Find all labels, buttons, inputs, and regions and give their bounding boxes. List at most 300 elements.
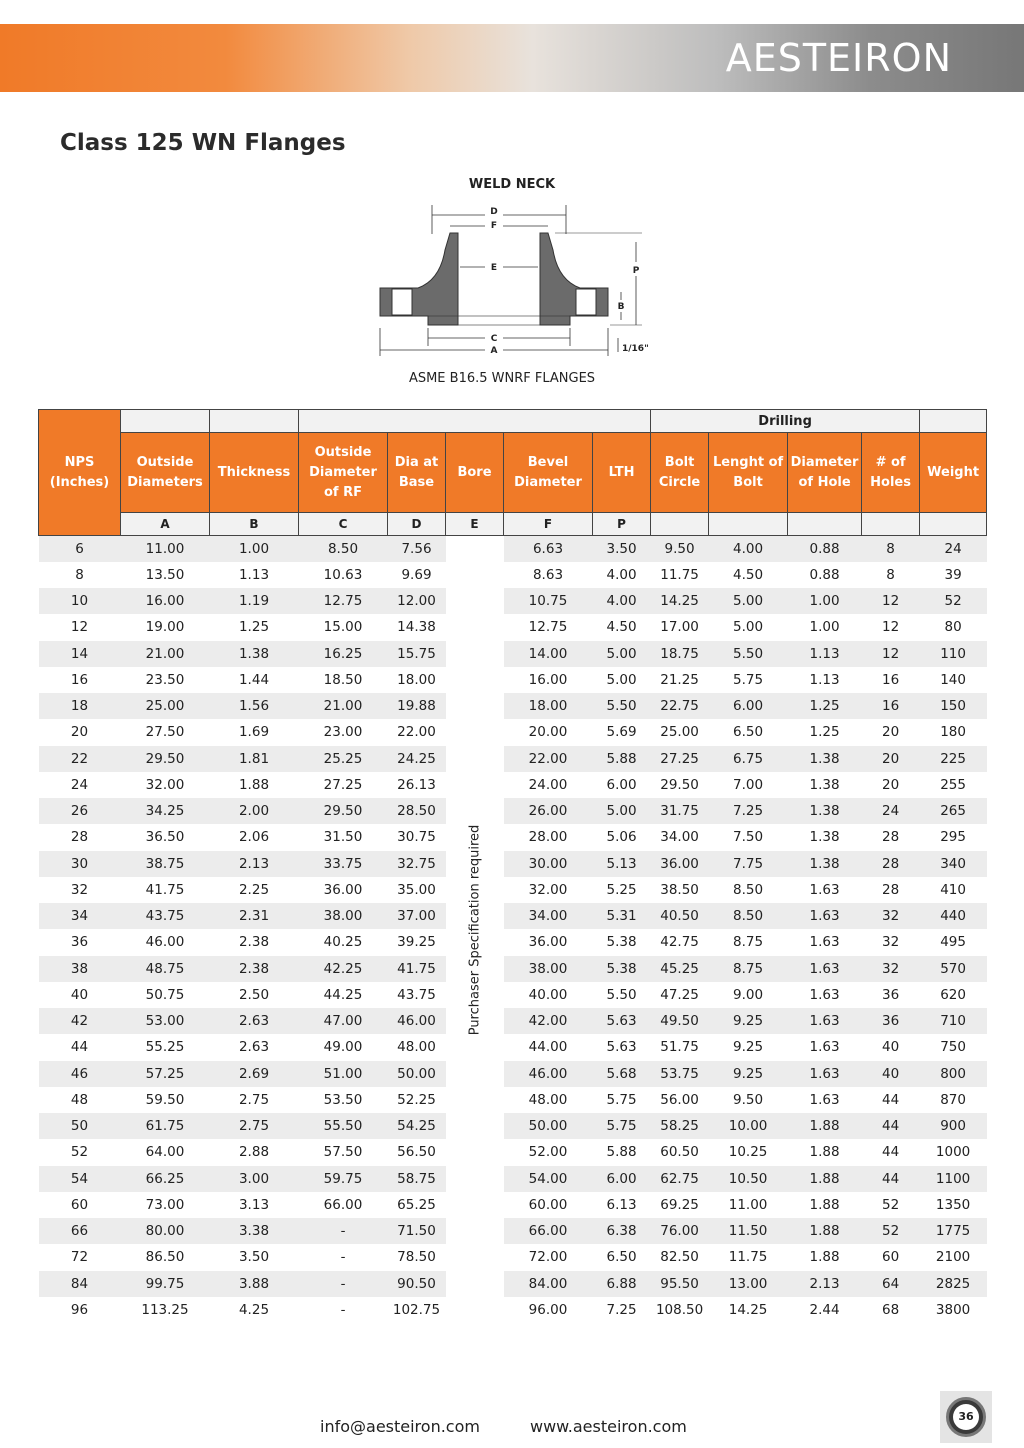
cell-diameter-of-hole: 1.63 [788, 877, 862, 903]
cell-bolt-circle: 56.00 [651, 1087, 709, 1113]
cell-length-of-bolt: 4.50 [709, 562, 788, 588]
cell-dia-at-base: 24.25 [388, 746, 446, 772]
cell-num-holes: 32 [862, 903, 920, 929]
cell-dia-at-base: 35.00 [388, 877, 446, 903]
table-row [39, 588, 987, 614]
cell-outside-diameter: 27.50 [121, 719, 210, 745]
cell-bolt-circle: 82.50 [651, 1244, 709, 1270]
cell-thickness: 1.56 [210, 693, 299, 719]
cell-length-of-bolt: 10.00 [709, 1113, 788, 1139]
cell-outside-diameter: 41.75 [121, 877, 210, 903]
cell-length-of-bolt: 6.50 [709, 719, 788, 745]
table-row [39, 562, 987, 588]
cell-bolt-circle: 9.50 [651, 536, 709, 562]
cell-bevel-diameter: 72.00 [504, 1244, 593, 1270]
cell-num-holes: 64 [862, 1271, 920, 1297]
cell-bevel-diameter: 52.00 [504, 1139, 593, 1165]
cell-outside-diameter-rf: - [299, 1244, 388, 1270]
cell-diameter-of-hole: 1.63 [788, 903, 862, 929]
cell-outside-diameter-rf: 40.25 [299, 929, 388, 955]
label-raised-face: 1/16" [622, 344, 649, 354]
cell-length-of-bolt: 13.00 [709, 1271, 788, 1297]
cell-diameter-of-hole: 1.63 [788, 1087, 862, 1113]
cell-dia-at-base: 90.50 [388, 1271, 446, 1297]
cell-length-of-bolt: 10.25 [709, 1139, 788, 1165]
cell-bolt-circle: 42.75 [651, 929, 709, 955]
cell-nps: 30 [39, 851, 121, 877]
cell-thickness: 1.13 [210, 562, 299, 588]
cell-dia-at-base: 26.13 [388, 772, 446, 798]
table-row [39, 667, 987, 693]
header-dia-at-base: Dia at Base [388, 433, 446, 513]
cell-lth: 5.88 [593, 1139, 651, 1165]
cell-outside-diameter-rf: 21.00 [299, 693, 388, 719]
cell-bolt-circle: 60.50 [651, 1139, 709, 1165]
label-p: P [632, 266, 640, 276]
cell-outside-diameter: 23.50 [121, 667, 210, 693]
cell-length-of-bolt: 9.25 [709, 1008, 788, 1034]
cell-bevel-diameter: 30.00 [504, 851, 593, 877]
cell-weight: 410 [920, 877, 987, 903]
table-row [39, 1061, 987, 1087]
cell-thickness: 2.50 [210, 982, 299, 1008]
cell-dia-at-base: 9.69 [388, 562, 446, 588]
cell-diameter-of-hole: 1.25 [788, 719, 862, 745]
cell-num-holes: 28 [862, 824, 920, 850]
cell-num-holes: 32 [862, 956, 920, 982]
cell-outside-diameter: 57.25 [121, 1061, 210, 1087]
cell-outside-diameter-rf: - [299, 1297, 388, 1323]
page-number: 36 [953, 1404, 979, 1430]
cell-bolt-circle: 40.50 [651, 903, 709, 929]
cell-lth: 5.13 [593, 851, 651, 877]
cell-bolt-circle: 51.75 [651, 1034, 709, 1060]
cell-nps: 18 [39, 693, 121, 719]
cell-length-of-bolt: 6.00 [709, 693, 788, 719]
cell-bevel-diameter: 22.00 [504, 746, 593, 772]
cell-bolt-circle: 49.50 [651, 1008, 709, 1034]
cell-bevel-diameter: 44.00 [504, 1034, 593, 1060]
cell-thickness: 1.38 [210, 641, 299, 667]
cell-bolt-circle: 18.75 [651, 641, 709, 667]
cell-outside-diameter: 50.75 [121, 982, 210, 1008]
cell-outside-diameter: 86.50 [121, 1244, 210, 1270]
cell-thickness: 1.69 [210, 719, 299, 745]
cell-num-holes: 16 [862, 667, 920, 693]
cell-thickness: 3.50 [210, 1244, 299, 1270]
cell-outside-diameter: 19.00 [121, 614, 210, 640]
cell-bolt-circle: 53.75 [651, 1061, 709, 1087]
cell-bevel-diameter: 84.00 [504, 1271, 593, 1297]
cell-weight: 1775 [920, 1218, 987, 1244]
cell-outside-diameter: 11.00 [121, 536, 210, 562]
cell-dia-at-base: 30.75 [388, 824, 446, 850]
header-length-of-bolt: Lenght of Bolt [709, 433, 788, 513]
cell-nps: 36 [39, 929, 121, 955]
cell-outside-diameter-rf: 59.75 [299, 1166, 388, 1192]
cell-length-of-bolt: 9.25 [709, 1034, 788, 1060]
cell-outside-diameter-rf: 8.50 [299, 536, 388, 562]
cell-length-of-bolt: 11.50 [709, 1218, 788, 1244]
cell-dia-at-base: 22.00 [388, 719, 446, 745]
cell-lth: 5.50 [593, 982, 651, 1008]
cell-nps: 24 [39, 772, 121, 798]
cell-outside-diameter: 80.00 [121, 1218, 210, 1244]
cell-outside-diameter: 16.00 [121, 588, 210, 614]
cell-weight: 80 [920, 614, 987, 640]
cell-bolt-circle: 58.25 [651, 1113, 709, 1139]
table-row [39, 824, 987, 850]
cell-diameter-of-hole: 1.38 [788, 824, 862, 850]
cell-thickness: 2.63 [210, 1034, 299, 1060]
cell-length-of-bolt: 7.25 [709, 798, 788, 824]
cell-thickness: 2.88 [210, 1139, 299, 1165]
cell-num-holes: 44 [862, 1087, 920, 1113]
cell-lth: 5.38 [593, 929, 651, 955]
cell-thickness: 1.25 [210, 614, 299, 640]
cell-bolt-circle: 11.75 [651, 562, 709, 588]
table-row [39, 719, 987, 745]
footer-website[interactable]: www.aesteiron.com [530, 1417, 687, 1436]
cell-outside-diameter-rf: 66.00 [299, 1192, 388, 1218]
cell-weight: 710 [920, 1008, 987, 1034]
cell-length-of-bolt: 7.50 [709, 824, 788, 850]
cell-bevel-diameter: 36.00 [504, 929, 593, 955]
cell-weight: 265 [920, 798, 987, 824]
bolt-hole-right [576, 289, 596, 315]
cell-nps: 8 [39, 562, 121, 588]
cell-dia-at-base: 52.25 [388, 1087, 446, 1113]
cell-diameter-of-hole: 1.63 [788, 956, 862, 982]
cell-thickness: 2.00 [210, 798, 299, 824]
cell-nps: 54 [39, 1166, 121, 1192]
cell-dia-at-base: 28.50 [388, 798, 446, 824]
cell-bolt-circle: 17.00 [651, 614, 709, 640]
cell-bolt-circle: 76.00 [651, 1218, 709, 1244]
cell-length-of-bolt: 8.75 [709, 929, 788, 955]
cell-num-holes: 12 [862, 614, 920, 640]
table-header-row [39, 433, 987, 513]
header-bevel-diameter: Bevel Diameter [504, 433, 593, 513]
cell-dia-at-base: 46.00 [388, 1008, 446, 1034]
cell-bolt-circle: 36.00 [651, 851, 709, 877]
letter-a: A [121, 513, 210, 536]
cell-lth: 5.75 [593, 1087, 651, 1113]
cell-weight: 24 [920, 536, 987, 562]
cell-bevel-diameter: 38.00 [504, 956, 593, 982]
cell-length-of-bolt: 8.75 [709, 956, 788, 982]
letter-p: P [593, 513, 651, 536]
brand-logo: AESTEIRON [725, 36, 952, 80]
cell-dia-at-base: 14.38 [388, 614, 446, 640]
cell-thickness: 2.38 [210, 929, 299, 955]
cell-outside-diameter: 25.00 [121, 693, 210, 719]
cell-nps: 14 [39, 641, 121, 667]
cell-lth: 5.63 [593, 1034, 651, 1060]
letter-d: D [388, 513, 446, 536]
cell-weight: 495 [920, 929, 987, 955]
cell-thickness: 1.44 [210, 667, 299, 693]
cell-outside-diameter-rf: 49.00 [299, 1034, 388, 1060]
header-diameter-of-hole: Diameter of Hole [788, 433, 862, 513]
cell-nps: 34 [39, 903, 121, 929]
cell-nps: 48 [39, 1087, 121, 1113]
cell-dia-at-base: 78.50 [388, 1244, 446, 1270]
table-row [39, 1192, 987, 1218]
cell-outside-diameter-rf: 23.00 [299, 719, 388, 745]
cell-lth: 5.38 [593, 956, 651, 982]
letter-e: E [446, 513, 504, 536]
cell-weight: 225 [920, 746, 987, 772]
cell-lth: 7.25 [593, 1297, 651, 1323]
cell-dia-at-base: 37.00 [388, 903, 446, 929]
cell-lth: 5.00 [593, 641, 651, 667]
cell-length-of-bolt: 7.00 [709, 772, 788, 798]
cell-num-holes: 44 [862, 1139, 920, 1165]
cell-bolt-circle: 62.75 [651, 1166, 709, 1192]
cell-length-of-bolt: 10.50 [709, 1166, 788, 1192]
bore-note-cell [446, 536, 504, 1324]
table-row [39, 1087, 987, 1113]
cell-outside-diameter: 13.50 [121, 562, 210, 588]
cell-weight: 39 [920, 562, 987, 588]
cell-diameter-of-hole: 1.88 [788, 1113, 862, 1139]
cell-num-holes: 8 [862, 536, 920, 562]
cell-nps: 72 [39, 1244, 121, 1270]
cell-num-holes: 20 [862, 772, 920, 798]
table-row [39, 903, 987, 929]
table-row [39, 877, 987, 903]
cell-bevel-diameter: 26.00 [504, 798, 593, 824]
cell-bevel-diameter: 8.63 [504, 562, 593, 588]
cell-thickness: 2.69 [210, 1061, 299, 1087]
cell-bolt-circle: 47.25 [651, 982, 709, 1008]
table-row [39, 798, 987, 824]
cell-num-holes: 24 [862, 798, 920, 824]
cell-bevel-diameter: 14.00 [504, 641, 593, 667]
label-d: D [490, 207, 498, 217]
cell-thickness: 1.81 [210, 746, 299, 772]
cell-thickness: 2.75 [210, 1087, 299, 1113]
cell-bevel-diameter: 96.00 [504, 1297, 593, 1323]
table-row [39, 956, 987, 982]
cell-bolt-circle: 27.25 [651, 746, 709, 772]
cell-diameter-of-hole: 1.38 [788, 851, 862, 877]
cell-outside-diameter-rf: 51.00 [299, 1061, 388, 1087]
cell-lth: 6.00 [593, 772, 651, 798]
cell-outside-diameter-rf: 42.25 [299, 956, 388, 982]
header-outside-diameter-rf: Outside Diameter of RF [299, 433, 388, 513]
diagram-title: WELD NECK [468, 177, 556, 192]
cell-outside-diameter: 29.50 [121, 746, 210, 772]
cell-thickness: 2.75 [210, 1113, 299, 1139]
header-lth: LTH [593, 433, 651, 513]
cell-num-holes: 12 [862, 588, 920, 614]
table-row [39, 1008, 987, 1034]
cell-diameter-of-hole: 1.00 [788, 614, 862, 640]
table-row [39, 1034, 987, 1060]
cell-nps: 20 [39, 719, 121, 745]
cell-dia-at-base: 43.75 [388, 982, 446, 1008]
table-row [39, 1113, 987, 1139]
cell-outside-diameter-rf: 57.50 [299, 1139, 388, 1165]
cell-bolt-circle: 69.25 [651, 1192, 709, 1218]
cell-outside-diameter: 113.25 [121, 1297, 210, 1323]
cell-diameter-of-hole: 1.88 [788, 1244, 862, 1270]
cell-nps: 40 [39, 982, 121, 1008]
cell-bevel-diameter: 12.75 [504, 614, 593, 640]
letter-f: F [504, 513, 593, 536]
cell-diameter-of-hole: 1.63 [788, 982, 862, 1008]
cell-lth: 5.68 [593, 1061, 651, 1087]
cell-thickness: 2.63 [210, 1008, 299, 1034]
cell-num-holes: 32 [862, 929, 920, 955]
table-row [39, 536, 987, 562]
footer-email[interactable]: info@aesteiron.com [320, 1417, 480, 1436]
cell-nps: 32 [39, 877, 121, 903]
cell-weight: 870 [920, 1087, 987, 1113]
cell-thickness: 2.38 [210, 956, 299, 982]
cell-diameter-of-hole: 1.88 [788, 1192, 862, 1218]
cell-length-of-bolt: 14.25 [709, 1297, 788, 1323]
cell-length-of-bolt: 9.25 [709, 1061, 788, 1087]
cell-length-of-bolt: 5.50 [709, 641, 788, 667]
flange-dimensions-table [38, 409, 987, 1323]
cell-bevel-diameter: 48.00 [504, 1087, 593, 1113]
cell-nps: 26 [39, 798, 121, 824]
cell-bevel-diameter: 16.00 [504, 667, 593, 693]
table-row [39, 1244, 987, 1270]
cell-num-holes: 44 [862, 1113, 920, 1139]
cell-thickness: 3.38 [210, 1218, 299, 1244]
cell-outside-diameter-rf: 47.00 [299, 1008, 388, 1034]
cell-diameter-of-hole: 1.63 [788, 1008, 862, 1034]
cell-bevel-diameter: 66.00 [504, 1218, 593, 1244]
cell-lth: 5.88 [593, 746, 651, 772]
cell-bevel-diameter: 28.00 [504, 824, 593, 850]
cell-weight: 900 [920, 1113, 987, 1139]
cell-thickness: 1.88 [210, 772, 299, 798]
cell-bevel-diameter: 10.75 [504, 588, 593, 614]
cell-bevel-diameter: 54.00 [504, 1166, 593, 1192]
cell-lth: 5.63 [593, 1008, 651, 1034]
cell-bevel-diameter: 24.00 [504, 772, 593, 798]
table-row [39, 851, 987, 877]
cell-outside-diameter-rf: 10.63 [299, 562, 388, 588]
cell-lth: 5.25 [593, 877, 651, 903]
cell-bevel-diameter: 20.00 [504, 719, 593, 745]
cell-lth: 6.00 [593, 1166, 651, 1192]
cell-bolt-circle: 38.50 [651, 877, 709, 903]
table-row [39, 1139, 987, 1165]
cell-bevel-diameter: 50.00 [504, 1113, 593, 1139]
cell-outside-diameter-rf: - [299, 1218, 388, 1244]
cell-num-holes: 44 [862, 1166, 920, 1192]
cell-length-of-bolt: 5.00 [709, 588, 788, 614]
cell-outside-diameter-rf: 55.50 [299, 1113, 388, 1139]
cell-outside-diameter: 43.75 [121, 903, 210, 929]
cell-nps: 84 [39, 1271, 121, 1297]
cell-diameter-of-hole: 1.88 [788, 1166, 862, 1192]
cell-weight: 2825 [920, 1271, 987, 1297]
cell-outside-diameter: 46.00 [121, 929, 210, 955]
cell-weight: 150 [920, 693, 987, 719]
cell-nps: 10 [39, 588, 121, 614]
cell-dia-at-base: 39.25 [388, 929, 446, 955]
cell-outside-diameter-rf: 53.50 [299, 1087, 388, 1113]
cell-bolt-circle: 29.50 [651, 772, 709, 798]
cell-diameter-of-hole: 1.00 [788, 588, 862, 614]
cell-outside-diameter: 34.25 [121, 798, 210, 824]
cell-length-of-bolt: 5.00 [709, 614, 788, 640]
cell-nps: 60 [39, 1192, 121, 1218]
table-letter-row [39, 513, 987, 536]
letter-b: B [210, 513, 299, 536]
cell-num-holes: 28 [862, 877, 920, 903]
cell-dia-at-base: 50.00 [388, 1061, 446, 1087]
cell-outside-diameter: 99.75 [121, 1271, 210, 1297]
cell-length-of-bolt: 7.75 [709, 851, 788, 877]
cell-lth: 6.88 [593, 1271, 651, 1297]
cell-thickness: 2.13 [210, 851, 299, 877]
cell-thickness: 3.00 [210, 1166, 299, 1192]
table-row [39, 1271, 987, 1297]
cell-diameter-of-hole: 1.63 [788, 929, 862, 955]
cell-nps: 44 [39, 1034, 121, 1060]
table-row [39, 614, 987, 640]
cell-thickness: 1.19 [210, 588, 299, 614]
cell-outside-diameter: 36.50 [121, 824, 210, 850]
cell-weight: 570 [920, 956, 987, 982]
cell-weight: 295 [920, 824, 987, 850]
cell-length-of-bolt: 9.00 [709, 982, 788, 1008]
table-row [39, 746, 987, 772]
cell-nps: 66 [39, 1218, 121, 1244]
cell-lth: 6.50 [593, 1244, 651, 1270]
cell-bolt-circle: 108.50 [651, 1297, 709, 1323]
letter-c: C [299, 513, 388, 536]
cell-diameter-of-hole: 0.88 [788, 536, 862, 562]
header-num-holes: # of Holes [862, 433, 920, 513]
cell-bolt-circle: 34.00 [651, 824, 709, 850]
header-weight: Weight [920, 433, 987, 513]
cell-bolt-circle: 22.75 [651, 693, 709, 719]
cell-dia-at-base: 15.75 [388, 641, 446, 667]
cell-weight: 1000 [920, 1139, 987, 1165]
label-a: A [490, 346, 498, 356]
cell-nps: 22 [39, 746, 121, 772]
cell-outside-diameter: 64.00 [121, 1139, 210, 1165]
cell-num-holes: 20 [862, 746, 920, 772]
cell-lth: 5.06 [593, 824, 651, 850]
cell-outside-diameter-rf: 18.50 [299, 667, 388, 693]
cell-dia-at-base: 12.00 [388, 588, 446, 614]
cell-num-holes: 36 [862, 982, 920, 1008]
cell-weight: 52 [920, 588, 987, 614]
cell-outside-diameter: 59.50 [121, 1087, 210, 1113]
table-row [39, 1297, 987, 1323]
flange-right-half [540, 233, 608, 325]
label-c: C [490, 334, 498, 344]
cell-outside-diameter-rf: 36.00 [299, 877, 388, 903]
table-row [39, 929, 987, 955]
table-row [39, 693, 987, 719]
cell-lth: 3.50 [593, 536, 651, 562]
cell-weight: 110 [920, 641, 987, 667]
cell-num-holes: 28 [862, 851, 920, 877]
cell-outside-diameter: 66.25 [121, 1166, 210, 1192]
cell-thickness: 1.00 [210, 536, 299, 562]
